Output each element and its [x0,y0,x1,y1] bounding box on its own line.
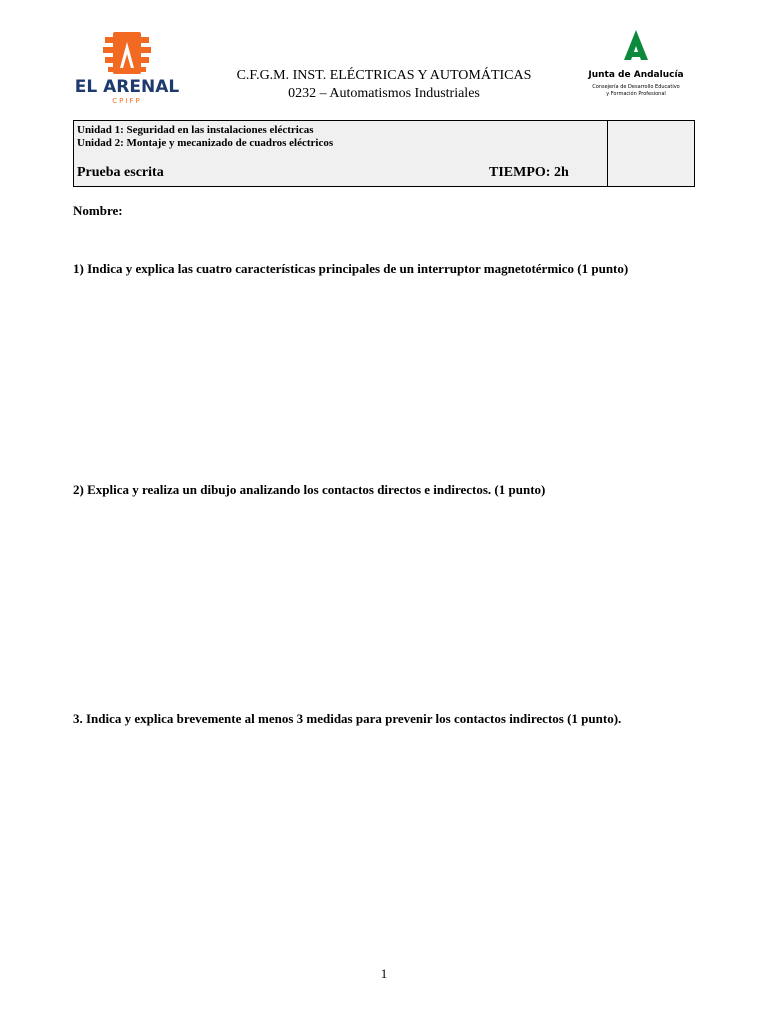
junta-de-andalucia-logo [584,28,696,103]
unit-1-label: Unidad 1: Seguridad en las instalaciones eléctricas [77,124,314,136]
document-subtitle: 0232 – Automatismos Industriales [288,86,480,101]
exam-info-main-cell [74,121,608,186]
unit-2-label: Unidad 2: Montaje y mecanizado de cuadros eléctricos [77,137,334,149]
junta-logo-sub2: y Formación Profesional [606,91,666,97]
question-1: 1) Indica y explica las cuatro características principales de un interruptor magnetotérmico (1 punto) [73,261,629,276]
el-arenal-logo-subtext: CPIFP [112,97,142,105]
document-title: C.F.G.M. INST. ELÉCTRICAS Y AUTOMÁTICAS [236,68,532,83]
exam-info-box [73,120,695,187]
junta-logo-sub1: Consejería de Desarrollo Educativo [592,84,680,90]
question-3: 3. Indica y explica brevemente al menos 3 medidas para prevenir los contactos indirectos (1 punto). [73,711,622,726]
junta-logo-text: Junta de Andalucía [588,70,684,80]
page-number: 1 [380,966,388,981]
el-arenal-logo-text: EL ARENAL [74,77,180,97]
name-label: Nombre: [73,203,123,218]
exam-type-label: Prueba escrita [77,165,164,180]
exam-time-label: TIEMPO: 2h [489,165,569,180]
question-2: 2) Explica y realiza un dibujo analizando los contactos directos e indirectos. (1 punto) [73,482,546,497]
el-arenal-logo [72,30,182,105]
